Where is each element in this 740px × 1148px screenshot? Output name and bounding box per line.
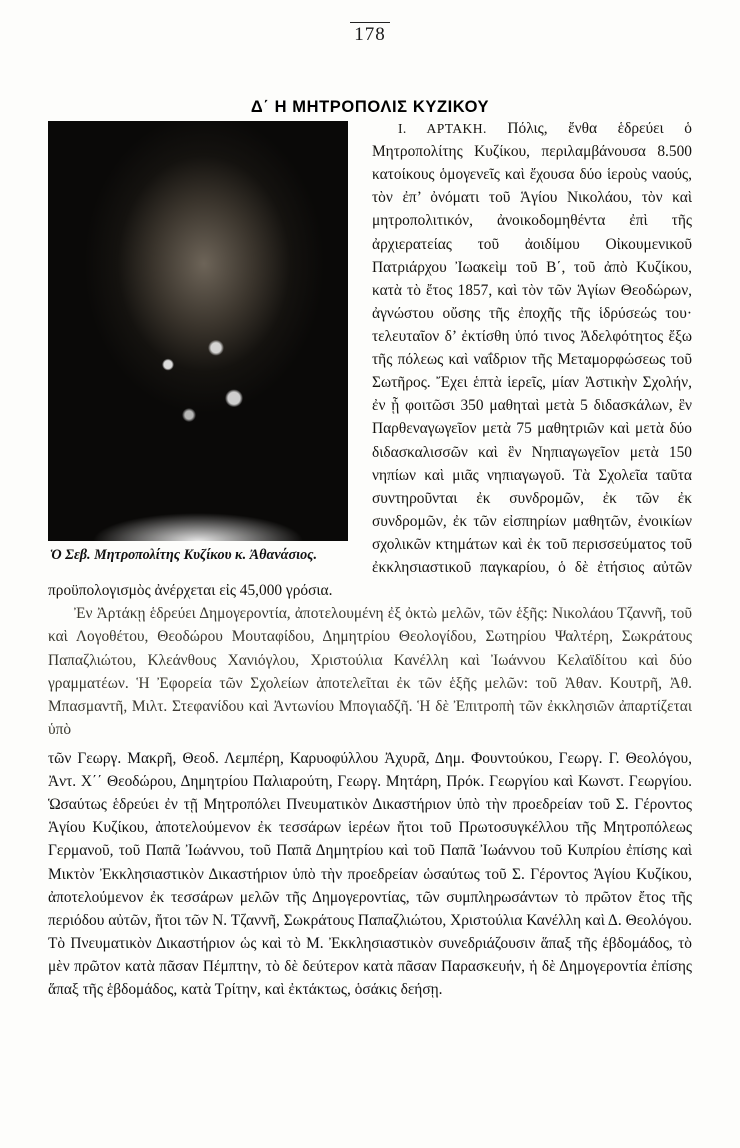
paragraph-one-lead: Ι. ΑΡΤΑΚΗ. (398, 121, 487, 136)
page-number-value: 178 (350, 22, 390, 46)
paragraph-one-text: Πόλις, ἔνθα ἑδρεύει ὁ Μητροπολίτης Κυζίκου, περιλαμβάνουσα 8.500 κατοίκους ὁμογενεῖς καὶ ἔχουσα δύο ἱεροὺς ναούς, τὸν ἐπ’ ὀνόματι τοῦ Ἁγίου Νικολάου, τὸν καὶ μητροπολιτικόν, ἀνοικοδομηθέντα ἐπὶ τῆς ἀρχιερατείας τοῦ ἀοιδίμου Οἰκουμενικοῦ Πατριάρχου Ἰωακεὶμ τοῦ Β΄, τοῦ ἀπὸ Κυζίκου, κατὰ τὸ ἔτος 1857, καὶ τὸν τῶν Ἁγίων Θεοδώρων, ἀγνώστου οὔσης τῆς ἐποχῆς τῆς ἱδρύσεώς του· τελευταῖον δ’ ἐκτίσθη ὑπό τινος Ἀδελφότητος ἔξω τῆς πόλεως καὶ ναΐδριον τῆς Μεταμορφώσεως τοῦ Σωτῆρος. Ἔχει ἑπτὰ ἱερεῖς, μίαν Ἀστικὴν Σχολήν, ἐν ᾗ φοιτῶσι 350 μαθηταὶ μετὰ 5 διδασκάλων, ἓν Παρθεναγωγεῖον μετὰ 75 μαθητριῶν καὶ μετὰ δύο διδασκαλισσῶν καὶ ἓν Νηπιαγωγεῖον μετὰ 150 νηπίων καὶ μιᾶς νηπιαγωγοῦ. Τὰ Σχολεῖα ταῦτα συντηροῦνται ἐκ συνδρομῶν, ἐκ τῶν ἐκ συνδρομῶν, ἐκ τῶν εἰσπηρίων μαθητῶν, ἐνοικίων σχολικῶν κτημάτων καὶ ἐκ τοῦ περισσεύματος τοῦ ἐκκλησιαστικοῦ παγκαρίου, ὁ δὲ ἐτήσιος αὐτῶν προϋπολογισμὸς ἀνέρχεται εἰς 45,000 γρόσια. (48, 120, 692, 600)
main-text-region (48, 117, 692, 741)
paragraph-two: Ἐν Ἀρτάκῃ ἑδρεύει Δημογεροντία, ἀποτελουμένη ἐξ ὀκτὼ μελῶν, τῶν ἑξῆς: Νικολάου Τζαννῆ, τοῦ καὶ Λογοθέτου, Θεοδώρου Μουταφίδου, Δημητρίου Θεολογίδου, Σωτηρίου Ψαλτέρη, Σωκράτους Παπαζλιώτου, Κλεάνθους Χανιόγλου, Χριστούλια Κανέλλη καὶ Ἰωάννου Κελαϊδίτου καὶ δύο γραμματέων. Ἡ Ἐφορεία τῶν Σχολείων ἀποτελεῖται ἐκ τῶν ἑξῆς μελῶν: τοῦ Ἀθαν. Κουτρῆ, Ἀθ. Μπασμαντῆ, Μιλτ. Στεφανίδου καὶ Ἀντωνίου Μπογιαδζῆ. Ἡ δὲ Ἐπιτροπὴ τῶν ἐκκλησιῶν ἀπαρτίζεται ὑπὸ (48, 605, 692, 738)
page-number (0, 0, 740, 46)
tail-paragraph-region (48, 747, 692, 1001)
portrait-figure (48, 121, 358, 564)
portrait-image (48, 121, 348, 541)
figure-caption: Ὁ Σεβ. Μητροπολίτης Κυζίκου κ. Ἀθανάσιος. (50, 547, 318, 563)
paragraph-three: τῶν Γεωργ. Μακρῆ, Θεοδ. Λεμπέρη, Καρυοφύλλου Ἀχυρᾶ, Δημ. Φουντούκου, Γεωργ. Γ. Θεολόγου, Ἀντ. Χ΄΄ Θεοδώρου, Δημητρίου Παλιαρούτη, Γεωργ. Μητάρη, Πρόκ. Γεωργίου καὶ Κωνστ. Γεωργίου. Ὡσαύτως ἑδρεύει ἐν τῇ Μητροπόλει Πνευματικὸν Δικαστήριον ὑπὸ τὴν προεδρείαν τοῦ Σ. Γέροντος Ἁγίου Κυζίκου, ἀποτελούμενον ἐκ τεσσάρων ἱερέων ἤτοι τοῦ Πρωτοσυγκέλλου τῆς Μητροπόλεως Γερμανοῦ, τοῦ Παπᾶ Ἰωάννου, τοῦ Παπᾶ Δημητρίου καὶ τοῦ Παπᾶ Ἰωάννου τοῦ Κυπρίου ἐπίσης καὶ Μικτὸν Ἐκκλησιαστικὸν Δικαστήριον ὑπὸ τὴν προεδρείαν ὡσαύτως τοῦ Σ. Γέροντος Ἁγίου Κυζίκου, ἀποτελούμενον ἐκ τεσσάρων μελῶν τῆς Δημογεροντίας, τῶν συμπληρωσάντων τὸ πρῶτον ἔτος τῆς περιόδου αὐτῶν, ἤτοι τῶν Ν. Τζαννῆ, Σωκράτους Παπαζλιώτου, Χριστούλια Κανέλλη καὶ Δ. Θεολόγου. Τὸ Πνευματικὸν Δικαστήριον ὡς καὶ τὸ Μ. Ἐκκλησιαστικὸν συνεδριάζουσιν ἅπαξ τῆς ἑβδομάδος, τὸ μὲν πρῶτον κατὰ πᾶσαν Πέμπτην, τὸ δὲ δεύτερον κατὰ πᾶσαν Παρασκευήν, ἡ δὲ Δημογεροντία ἐπίσης ἅπαξ τῆς ἑβδομάδος, κατὰ Τρίτην, καὶ ἐκτάκτως, ὁσάκις δεήσῃ. (48, 749, 692, 999)
page-title: Δ΄ Η ΜΗΤΡΟΠΟΛΙΣ ΚΥΖΙΚΟΥ (250, 98, 490, 116)
